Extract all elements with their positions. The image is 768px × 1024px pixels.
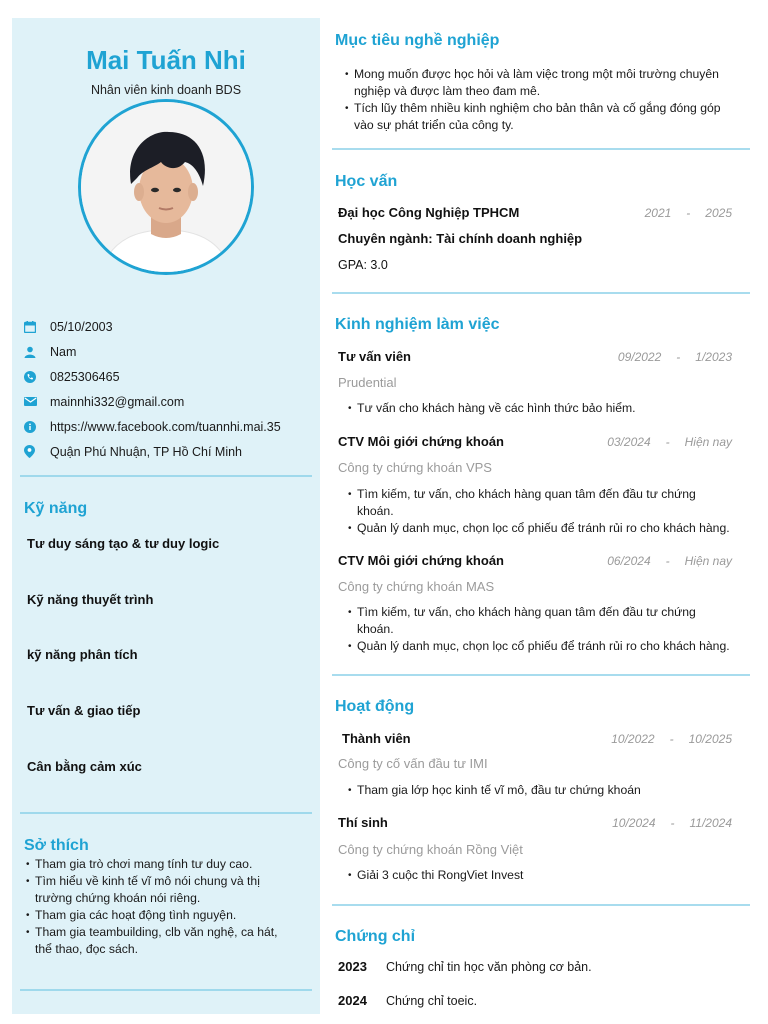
activity-row <box>338 815 732 833</box>
certificates-heading: Chứng chỉ <box>335 928 416 945</box>
job-bullet: • Tư vấn cho khách hàng về các hình thức bảo hiểm. <box>348 400 738 417</box>
candidate-role: Nhân viên kinh doanh BDS <box>90 83 242 97</box>
skill-item: kỹ năng phân tích <box>27 647 138 663</box>
activity-dates: 10/2024 - 11/2024 <box>612 816 732 830</box>
contact-list <box>22 314 318 464</box>
activity-title: Thành viên <box>342 731 411 746</box>
section-divider <box>332 904 750 906</box>
sidebar-divider <box>20 475 312 477</box>
hobbies-heading: Sở thích <box>24 837 89 854</box>
activity-bullets <box>348 867 738 884</box>
skills-list <box>27 536 312 814</box>
job-company: Công ty chứng khoán VPS <box>338 460 492 475</box>
contact-gender: Nam <box>22 339 318 364</box>
activity-row <box>338 731 732 749</box>
job-bullets <box>348 400 738 417</box>
section-divider <box>332 674 750 676</box>
education-gpa: GPA: 3.0 <box>338 258 388 272</box>
activities-heading: Hoạt động <box>335 698 415 715</box>
objective-item: • Tích lũy thêm nhiều kinh nghiệm cho bản thân và cố gắng đóng góp vào sự phát triển của công ty. <box>345 100 741 134</box>
job-bullet: • Quản lý danh mục, chọn lọc cổ phiếu để tránh rủi ro cho khách hàng. <box>348 638 744 655</box>
school-name: Đại học Công Nghiệp TPHCM <box>338 205 520 220</box>
contact-website[interactable]: https://www.facebook.com/tuannhi.mai.35 <box>22 414 318 439</box>
skill-item: Tư vấn & giao tiếp <box>27 703 141 719</box>
job-company: Công ty chứng khoán MAS <box>338 579 495 594</box>
activity-bullets <box>348 782 738 799</box>
hobbies-list <box>26 856 294 958</box>
certificate-row <box>338 993 477 1011</box>
skill-item: Cân bằng cảm xúc <box>27 758 142 774</box>
certificate-row <box>338 959 592 977</box>
experience-row <box>338 553 732 571</box>
job-title: CTV Môi giới chứng khoán <box>338 553 504 568</box>
sidebar-divider <box>20 989 312 991</box>
contact-email[interactable]: mainnhi332@gmail.com <box>22 389 318 414</box>
certificate-name: Chứng chỉ tin học văn phòng cơ bản. <box>386 960 592 974</box>
experience-row <box>338 349 732 367</box>
candidate-name: Mai Tuấn Nhi <box>86 45 246 75</box>
certificate-year: 2024 <box>338 993 367 1008</box>
globe-icon <box>22 421 50 433</box>
activity-title: Thí sinh <box>338 815 388 830</box>
job-bullets <box>348 604 744 655</box>
job-dates: 03/2024 - Hiện nay <box>607 435 732 449</box>
profile-photo <box>78 99 254 275</box>
activity-dates: 10/2022 - 10/2025 <box>611 732 732 746</box>
job-dates: 09/2022 - 1/2023 <box>617 350 732 364</box>
skill-item: Kỹ năng thuyết trình <box>27 591 154 607</box>
person-icon <box>22 346 50 358</box>
hobby-item: • Tham gia các hoạt động tình nguyện. <box>26 907 294 924</box>
education-heading: Học vấn <box>335 173 398 190</box>
section-divider <box>332 148 750 150</box>
objective-heading: Mục tiêu nghề nghiệp <box>335 32 500 49</box>
location-icon <box>22 445 50 458</box>
activity-bullet: • Giải 3 cuộc thi RongViet Invest <box>348 867 738 884</box>
job-bullet: • Quản lý danh mục, chọn lọc cổ phiếu để tránh rủi ro cho khách hàng. <box>348 520 744 537</box>
sidebar-divider <box>20 812 312 814</box>
contact-address: Quận Phú Nhuận, TP Hồ Chí Minh <box>22 439 318 464</box>
skills-heading: Kỹ năng <box>24 500 88 517</box>
objective-list <box>345 66 741 134</box>
activity-org: Công ty chứng khoán Rồng Việt <box>338 842 523 857</box>
education-major: Chuyên ngành: Tài chính doanh nghiệp <box>338 231 583 246</box>
certificate-name: Chứng chỉ toeic. <box>386 994 478 1008</box>
section-divider <box>332 292 750 294</box>
objective-item: • Mong muốn được học hỏi và làm việc trong một môi trường chuyên nghiệp và được làm theo đam mê. <box>345 66 741 100</box>
job-bullet: • Tìm kiếm, tư vấn, cho khách hàng quan tâm đến đầu tư chứng khoán. <box>348 486 744 520</box>
contact-birthdate: 05/10/2003 <box>22 314 318 339</box>
hobby-item: • Tham gia trò chơi mang tính tư duy cao. <box>26 856 294 873</box>
job-title: Tư vấn viên <box>338 349 411 364</box>
hobby-item: • Tìm hiểu về kinh tế vĩ mô nói chung và thị trường chứng khoán nói riêng. <box>26 873 294 907</box>
education-school-row <box>338 205 732 223</box>
email-icon <box>22 396 50 407</box>
job-title: CTV Môi giới chứng khoán <box>338 434 504 449</box>
activity-org: Công ty cố vấn đầu tư IMI <box>338 756 488 771</box>
contact-phone[interactable]: 0825306465 <box>22 364 318 389</box>
job-company: Prudential <box>338 375 397 390</box>
job-bullet: • Tìm kiếm, tư vấn, cho khách hàng quan tâm đến đầu tư chứng khoán. <box>348 604 744 638</box>
job-dates: 06/2024 - Hiện nay <box>607 554 732 568</box>
education-dates: 2021 - 2025 <box>644 206 732 220</box>
experience-heading: Kinh nghiệm làm việc <box>335 316 500 333</box>
hobby-item: • Tham gia teambuilding, clb văn nghệ, ca hát, thể thao, đọc sách. <box>26 924 294 958</box>
certificate-year: 2023 <box>338 959 367 974</box>
phone-icon <box>22 371 50 383</box>
skill-item: Tư duy sáng tạo & tư duy logic <box>27 536 220 551</box>
experience-row <box>338 434 732 452</box>
job-bullets <box>348 486 744 537</box>
activity-bullet: • Tham gia lớp học kinh tế vĩ mô, đầu tư chứng khoán <box>348 782 738 799</box>
calendar-icon <box>22 321 50 333</box>
